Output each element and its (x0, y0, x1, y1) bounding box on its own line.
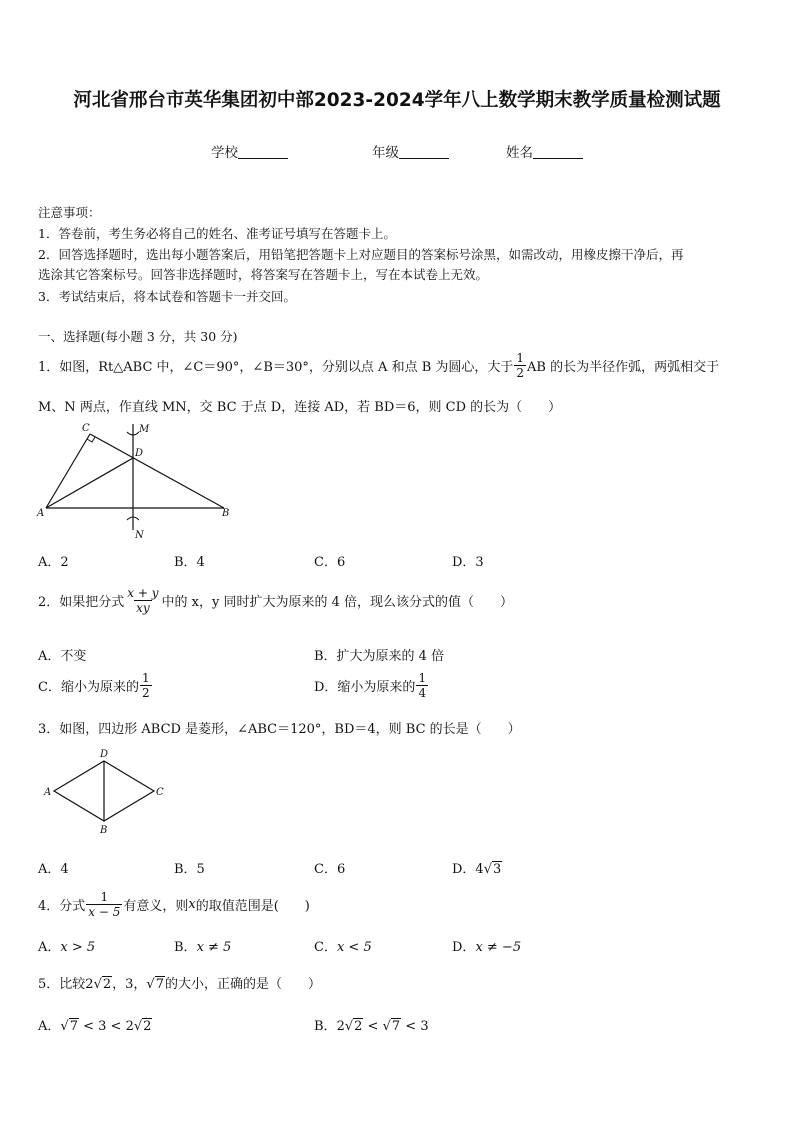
q1-side-ac (46, 434, 90, 508)
q3-option-d[interactable] (452, 858, 502, 877)
q5-sqrt2-radicand: 2 (102, 977, 112, 992)
q2-prefix: 2．如果把分式 (38, 595, 125, 610)
q2-option-a[interactable]: A．不变 (38, 649, 87, 664)
q3-text: 3．如图，四边形 ABCD 是菱形，∠ABC＝120°，BD＝4，则 BC 的长是（ ） (38, 722, 521, 737)
q1-line2: M、N 两点，作直线 MN，交 BC 于点 D，连接 AD，若 BD＝6，则 CD 的长为（ ） (38, 400, 562, 415)
q5-option-b-label: B． (314, 1019, 337, 1034)
q3-label-d: D (100, 749, 109, 760)
q5-option-a-label: A． (38, 1019, 61, 1034)
q2-option-d-frac (416, 671, 428, 700)
q5-opta-coef: 2 (125, 1019, 134, 1034)
q1-line1 (38, 351, 719, 380)
q1-text-a: 1．如图，Rt△ABC 中，∠C＝90°，∠B＝30°，分别以点 A 和点 B 为圆心，大于 (38, 360, 514, 375)
q3-option-d-sqrt: √3 (483, 862, 502, 877)
q5-mid: ，3， (112, 977, 147, 992)
school-blank (238, 144, 288, 159)
q5-sqrt2: √2 (93, 977, 112, 992)
q1-fraction (514, 351, 526, 380)
note-item-1: 1．答卷前，考生务必将自己的姓名、准考证号填写在答题卡上。 (38, 226, 396, 241)
school-label: 学校 (211, 145, 238, 161)
q1-option-c[interactable]: C．6 (314, 555, 346, 570)
q4-mid: 有意义，则 (123, 899, 189, 914)
q5-coef: 2 (85, 977, 94, 992)
note-item-2-cont: 选涂其它答案标号。回答非选择题时，将答案写在答题卡上，写在本试卷上无效。 (38, 267, 489, 282)
q4-option-b-label: B． (174, 940, 197, 955)
q4-frac-num: 1 (100, 890, 109, 904)
q5-optb-sqrt7: √7 (382, 1019, 401, 1034)
q3-label-c: C (156, 787, 164, 798)
q2-optd-num: 1 (418, 671, 427, 685)
q2-optd-den: 4 (418, 686, 427, 700)
q5-opta-rad7: 7 (69, 1019, 78, 1034)
q1-frac-den: 2 (516, 366, 525, 380)
q4-option-d-label: D． (452, 940, 476, 955)
school-field (211, 141, 288, 161)
q2-line (38, 586, 513, 615)
q3-figure (40, 745, 170, 837)
q3-option-c[interactable]: C．6 (314, 862, 346, 877)
note-item-2: 2．回答选择题时，选出每小题答案后，用铅笔把答题卡上对应题目的答案标号涂黑，如需改动，用橡皮擦干净后，再 (38, 247, 684, 262)
q1-segment-ad (46, 458, 133, 508)
q5-option-a[interactable]: A．√7 < 3 < 2√2 (38, 1019, 152, 1034)
q2-frac-den: xy (136, 601, 150, 615)
q4-line (38, 890, 310, 919)
q1-option-d[interactable]: D．3 (452, 555, 484, 570)
q5-option-b[interactable]: B．2√2 < √7 < 3 (314, 1019, 429, 1034)
q3-label-b: B (100, 825, 108, 836)
q2-option-b[interactable]: B．扩大为原来的 4 倍 (314, 649, 445, 664)
note-item-3: 3．考试结束后，将本试卷和答题卡一并交回。 (38, 289, 296, 304)
q5-suffix: 的大小，正确的是（ ） (165, 977, 322, 992)
q5-optb-rad2: 2 (354, 1019, 363, 1034)
q2-option-d[interactable] (314, 671, 429, 700)
q2-optc-num: 1 (141, 671, 150, 685)
q5-sqrt7-radicand: 7 (155, 977, 164, 992)
q2-fraction (125, 586, 160, 615)
q2-option-c-frac (140, 671, 152, 700)
q1-label-c: C (82, 423, 90, 434)
q2-optc-den: 2 (141, 686, 150, 700)
q5-optb-sqrt2: √2 (344, 1019, 363, 1034)
q5-optb-coef: 2 (336, 1019, 345, 1034)
q4-option-a-expr: x > 5 (60, 940, 96, 955)
q3-option-d-text: D．4 (452, 862, 484, 877)
q5-optb-three: 3 (420, 1019, 429, 1034)
q4-option-c-expr: x < 5 (336, 940, 372, 955)
grade-label: 年级 (372, 145, 399, 161)
q5-opta-three: 3 (98, 1019, 107, 1034)
q3-option-b[interactable]: B．5 (174, 862, 205, 877)
q3-label-a: A (44, 787, 52, 798)
q5-sqrt7: √7 (146, 977, 164, 992)
q1-label-b: B (222, 508, 230, 519)
page-title: 河北省邢台市英华集团初中部2023-2024学年八上数学期末教学质量检测试题 (73, 90, 721, 111)
q2-option-d-text: D．缩小为原来的 (314, 680, 416, 695)
q4-option-d-expr: x ≠ −5 (475, 940, 522, 955)
name-label: 姓名 (506, 145, 533, 161)
q3-option-a[interactable]: A．4 (38, 862, 69, 877)
notes-heading: 注意事项： (38, 205, 101, 220)
q1-frac-num: 1 (516, 351, 525, 365)
grade-blank (399, 144, 449, 159)
q1-figure (34, 418, 234, 543)
q1-label-d: D (135, 448, 144, 459)
q5-opta-rad2: 2 (143, 1019, 152, 1034)
name-field (506, 141, 583, 161)
q1-label-a: A (37, 508, 45, 519)
name-blank (533, 144, 583, 159)
q5-line (38, 973, 321, 992)
q4-fraction (86, 890, 122, 919)
q5-prefix: 5．比较 (38, 977, 86, 992)
grade-field (372, 141, 449, 161)
q3-option-d-radicand: 3 (493, 862, 502, 877)
q5-opta-sqrt2: √2 (133, 1019, 152, 1034)
q4-option-b[interactable] (174, 936, 231, 955)
q4-frac-den: x − 5 (88, 905, 121, 919)
q4-option-b-expr: x ≠ 5 (196, 940, 232, 955)
q4-option-d[interactable] (452, 936, 521, 955)
q4-option-a-label: A． (38, 940, 61, 955)
q4-option-c[interactable] (314, 936, 372, 955)
q5-opta-sqrt7: √7 (60, 1019, 78, 1034)
q1-text-b: AB 的长为半径作弧，两弧相交于 (527, 360, 720, 375)
q4-var: x (188, 897, 196, 912)
q1-label-m: M (139, 424, 150, 435)
q4-suffix: 的取值范围是( ) (195, 899, 310, 914)
q4-option-c-label: C． (314, 940, 337, 955)
q5-optb-rad7: 7 (391, 1019, 401, 1034)
q2-option-c[interactable] (38, 671, 153, 700)
q2-option-c-text: C．缩小为原来的 (38, 680, 139, 695)
q4-prefix: 4．分式 (38, 899, 86, 914)
section-heading: 一、选择题(每小题 3 分，共 30 分) (38, 329, 238, 344)
q1-label-n: N (135, 530, 144, 541)
q1-option-a[interactable]: A．2 (38, 555, 69, 570)
q2-suffix: 中的 x，y 同时扩大为原来的 4 倍，现么该分式的值（ ） (161, 595, 513, 610)
q4-option-a[interactable] (38, 936, 95, 955)
q1-option-b[interactable]: B．4 (174, 555, 205, 570)
q2-frac-num: x + y (127, 586, 159, 600)
